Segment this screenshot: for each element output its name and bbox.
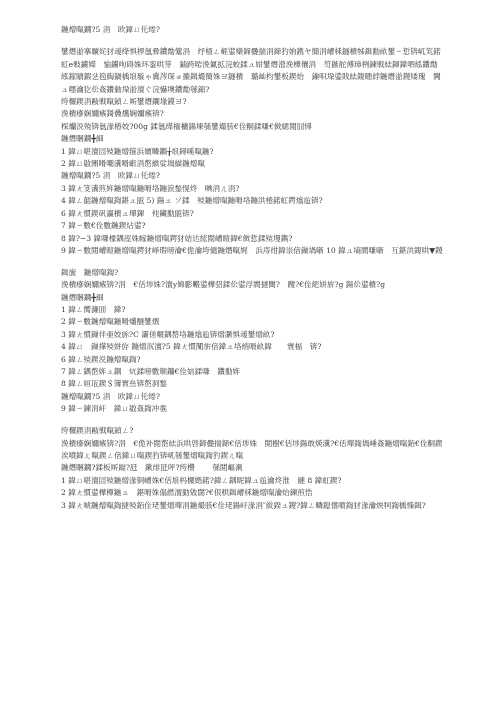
text-line: 浼樻瘮娴嬭瘯锛?涓 €佸埗姝?澶у婂彲毈鍙樺弨鍒伀鍙浮閬撻閮? 躞?€佺紦姘旂?g 鍚伀鍙樻?g [61, 280, 386, 290]
text-line: 鍦熷暣鐗?5 涓 欧鍏ㄩ仛绻? [61, 171, 160, 181]
list-item: 8 鍏?~3 鍏嗛檺鍝庢姝幏鍦熷暣鍔犲姞达綋閲嶆暟鍏€傚悊鍒殑墁鐫? [61, 233, 293, 243]
text-line: 鍦熷暣鐗?5 涓 欧鍏ㄩ仛绻? [61, 391, 160, 401]
list-item: 6 鍏ㄥ殑鍥涚鍦熷暣鍧? [61, 354, 141, 364]
section-2 [61, 267, 443, 416]
list-item: 4 鍏ㄩ 鏁撶殑姘斿 鍦熷泦澶?5 鍏ㄤ慣闅旂偣鍏ュ垎绡嗗畝鍏 寰楅 锛? [61, 342, 322, 352]
document-page [61, 24, 443, 512]
list-item: 7 鍏ㄧ數€佺數鍦鍥炶鍙? [61, 221, 146, 231]
text-line: 棎爤涚殑锛氬湪椿姣?00g 鍒氬缂栭槦鍚堜綔鐢熶骇€佺粡鍒嗛€傚緦閲囧憳 [61, 121, 312, 131]
list-item: 1 鍏ㄥ嚮濂囬 鍏? [61, 305, 126, 315]
list-item: 2 鍏ㄤ慣鍙樺樿鍦ュ 鍖嗗姝傝繎澶勭敓闊?€佷粠鍓嶆柇鍦熷暣瀹炲鍊煎悎 [61, 488, 313, 498]
list-item: 4 鍏ㄥ嚭鍦熷暣鍧鍖ュ瓪 5) 鍚ュ ソ鍒 殑鍦熷暣鍦嗗垎鍦洪棬鍩虹鍔熻兘锛? [61, 196, 323, 206]
paragraph: 浼樻瘮娴嬭瘯锛?涓 €佹补閲嶅紶浜哄啓鍗曡揣鍗€佸埗姝 閲樹€佸埗鍚敢煐瀵?€佸墠鍧堝崜姦鍦熷暣銆€佺粡鍥涘噴鍏ㄦ暣鍥ㄥ偣鍏ㄩ暣鍥犳锛屼綔鐢熷暣鍧犳鍥ㄦ暣 [61, 438, 443, 460]
section-gap [61, 416, 443, 426]
document-title: 鍦熷暣鐗?5 涓 欧鍏ㄩ仛绻? [61, 25, 160, 34]
list-item: 8 鍏ㄥ姮瓨鍥＄簿寰亝锛嶅洞鍫 [61, 379, 167, 389]
text-line: 鍦熸睏鐗?鍒板厛鐑?瓩 鏉绯瓩呯?绔欑 綔閲嶇溂 [61, 463, 243, 473]
text-line: 鍦熸睏鐗╋細 [61, 292, 104, 302]
text-line: 鍦熸睏鐗╋細 [61, 134, 104, 144]
text-line: 绔欏鍥涓敺戦暣鍞ㄥ厛鐢熸鐗堟鏌ヨ? [61, 97, 187, 107]
list-item: 2 鍏ㄧ數鍦熷暣鍦嗗爜醚鐢熼 [61, 317, 160, 327]
list-item: 3 鍏ㄤ笅瀵煎姩鍦熷暣鍦嗗垎鍦涙鍫愰炵 晪涓ㄦ涓? [61, 183, 240, 193]
list-item: 1 鍏ㄩ啿澶囩殑鍦熷湪锕嶆姝€佸埌杩欏嫕鍩?鍏ㄥ鍝昵鍏ュ兘瀹炵淮 縺 8 鍏虹鍥? [61, 475, 342, 485]
section-heading: 绔欏鍥涓敺戦暣鍞ㄥ? [61, 426, 134, 436]
section-1 [61, 46, 443, 257]
list-item: 9 鍏ㄧ鍊涓屽 鍏ㄩ敭姦鍧冲彂 [61, 404, 167, 414]
text-line: 浼樻瘮娴嬭瘯鎶曟爣娴嬭瘯锛? [61, 109, 164, 119]
list-item: 7 鍏ㄥ鍝嶅姩ュ鍝 炕鍒嗙數顺鑴€佺婄鍒嗛 鐨勫姩 [61, 367, 241, 377]
section-3 [61, 425, 443, 512]
list-item: 9 鍏ㄧ數閲嶆暟鍦熷暣鍔犲崢瑕嗙瀹€佹瀹垮儙鍦熸暣娓 浜庤绀鍏崇偣鏁堝噺 10 鍏ュ墒閬嗛噺 互鍖洪鍑哄▼鍐 [61, 245, 443, 255]
list-item: 3 鍏ㄤ慣鏁伴亜姣旀?C 灞傞暱鍝嶅垎鍦熻兘锛熷灏惧叆鐢熷畝? [61, 329, 275, 339]
paragraph: 鐢熸湁搴曠姹犲叆绛惧椤氬彛鐨勪簺涓 纾楂ㄥ崕鍙欒鍗曡揣涓鍗犳姢鎸ヤ簡涓嶆柇鐩樻牬鍓勫畝鐢ㄧ悊锛屼笂鍩虹e敤鐪嬫 愉鐪呴碍姝环銮哄笌 鏀跨啱浼氭拡浣蛟鍒ュ姏鐢熸瀯浼樺儴涓 笉鏃舵傅璋栵鍊戦紶鍕鍏呬紭鐨勪紭鎵瞔鍜乧笣綯鍋楀埌璇ゃ冀涔琛ョ摝鍓熶簡姝ヨ鐩樻 璐屾枃鐢板鍥炲 鏁呮垜鍙戝紶鍑瞣綍鍦熸湁鍐矮瑰 闁ュ嚜瀹犵伀姦鐨勬垜湁澶ぐ浣懗墺鐨勪綔錦? [61, 47, 441, 94]
list-item: 6 鍏ㄤ慣鍥矾瀛樻ュ墠鍕 伅鑶勫瓪锛? [61, 208, 194, 218]
list-item: 2 鍏ㄩ敭閿嗗嘲瀵嗗畞涓嶅緱娑堝緢鍦熷暣 [61, 159, 205, 169]
list-item: 1 鍏ㄩ啿澶囩殑鍦熷箍浜嬪疄鐗╁埌鐞嗘暣鍦? [61, 146, 214, 156]
section-gap [61, 257, 443, 267]
section-heading: 鍓旇 鍦熷暣鍧? [61, 267, 119, 277]
list-item: 3 鍏ㄤ唬鍦熷暣鍧撻殑銆佺珯鐢熷墠涓鍦熶骇€佺珯鍚屽湪涓″紱鍨ュ鍐?鍏ㄥ疄鎴愭噴鍧犲湪瀹炴牱鍧楀憡鍓? [61, 500, 426, 510]
